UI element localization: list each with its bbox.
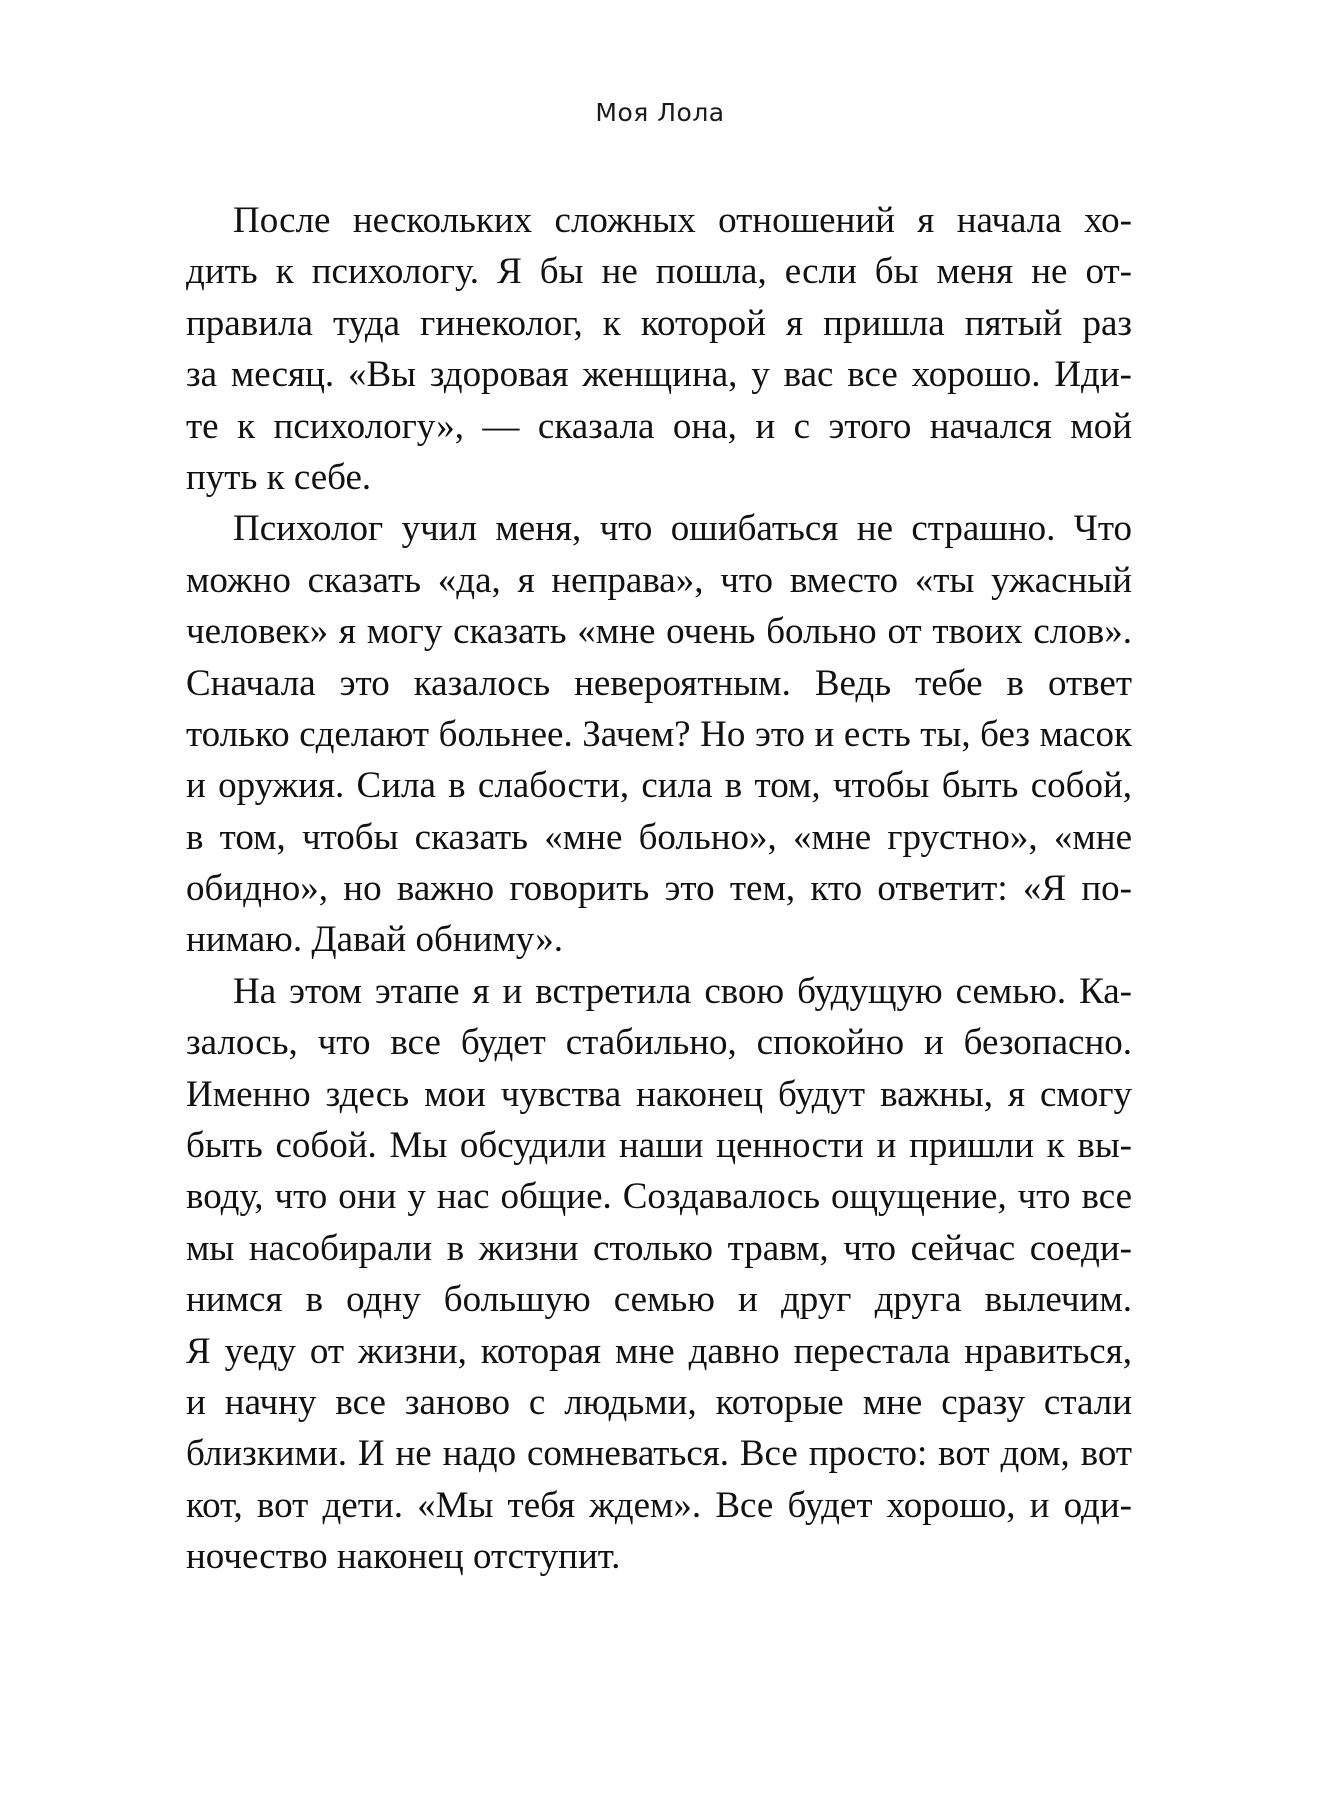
text-line: дить к психологу. Я бы не пошла, если бы меня не от- [186,251,1132,293]
paragraph-2 [186,503,1132,966]
text-line: нимаю. Давай обниму». [186,919,563,961]
text-line: правила туда гинеколог, к которой я пришла пятый раз [186,302,1132,344]
text-line: и оружия. Сила в слабости, сила в том, чтобы быть собой, [186,765,1132,807]
text-line: нимся в одну большую семью и друг друга вылечим. [186,1279,1132,1321]
text-line: воду, что они у нас общие. Создавалось ощущение, что все [186,1176,1132,1218]
text-line: те к психологу», — сказала она, и с этого начался мой [186,405,1132,447]
paragraph-3 [186,966,1132,1583]
body-text [186,195,1132,1583]
text-line: и начну все заново с людьми, которые мне сразу стали [186,1381,1132,1423]
text-line: На этом этапе я и встретила свою будущую семью. Ка- [233,970,1132,1012]
text-line: Я уеду от жизни, которая мне давно перестала нравиться, [186,1330,1132,1372]
text-line: Психолог учил меня, что ошибаться не страшно. Что [233,508,1132,550]
running-head: Моя Лола [595,98,725,127]
text-line: залось, что все будет стабильно, спокойно и безопасно. [186,1022,1132,1064]
text-line: в том, чтобы сказать «мне больно», «мне грустно», «мне [186,816,1132,858]
text-line: быть собой. Мы обсудили наши ценности и пришли к вы- [186,1125,1132,1167]
text-line: ночество наконец отступит. [186,1536,621,1578]
text-line: Именно здесь мои чувства наконец будут важны, я смогу [186,1073,1132,1115]
text-line: можно сказать «да, я неправа», что вместо «ты ужасный [186,559,1132,601]
text-line: кот, вот дети. «Мы тебя ждем». Все будет хорошо, и оди- [186,1484,1132,1526]
text-line: за месяц. «Вы здоровая женщина, у вас все хорошо. Иди- [186,354,1132,396]
text-line: После нескольких сложных отношений я начала хо- [233,200,1132,241]
text-line: человек» я могу сказать «мне очень больно от твоих слов». [186,611,1132,653]
paragraph-1 [186,195,1132,503]
text-line: близкими. И не надо сомневаться. Все просто: вот дом, вот [186,1433,1132,1475]
text-line: путь к себе. [186,456,372,498]
text-line: только сделают больнее. Зачем? Но это и есть ты, без масок [186,713,1132,755]
text-line: Сначала это казалось невероятным. Ведь тебе в ответ [186,662,1132,704]
text-line: обидно», но важно говорить это тем, кто ответит: «Я по- [186,868,1132,910]
text-line: мы насобирали в жизни столько травм, что сейчас соеди- [186,1227,1132,1269]
